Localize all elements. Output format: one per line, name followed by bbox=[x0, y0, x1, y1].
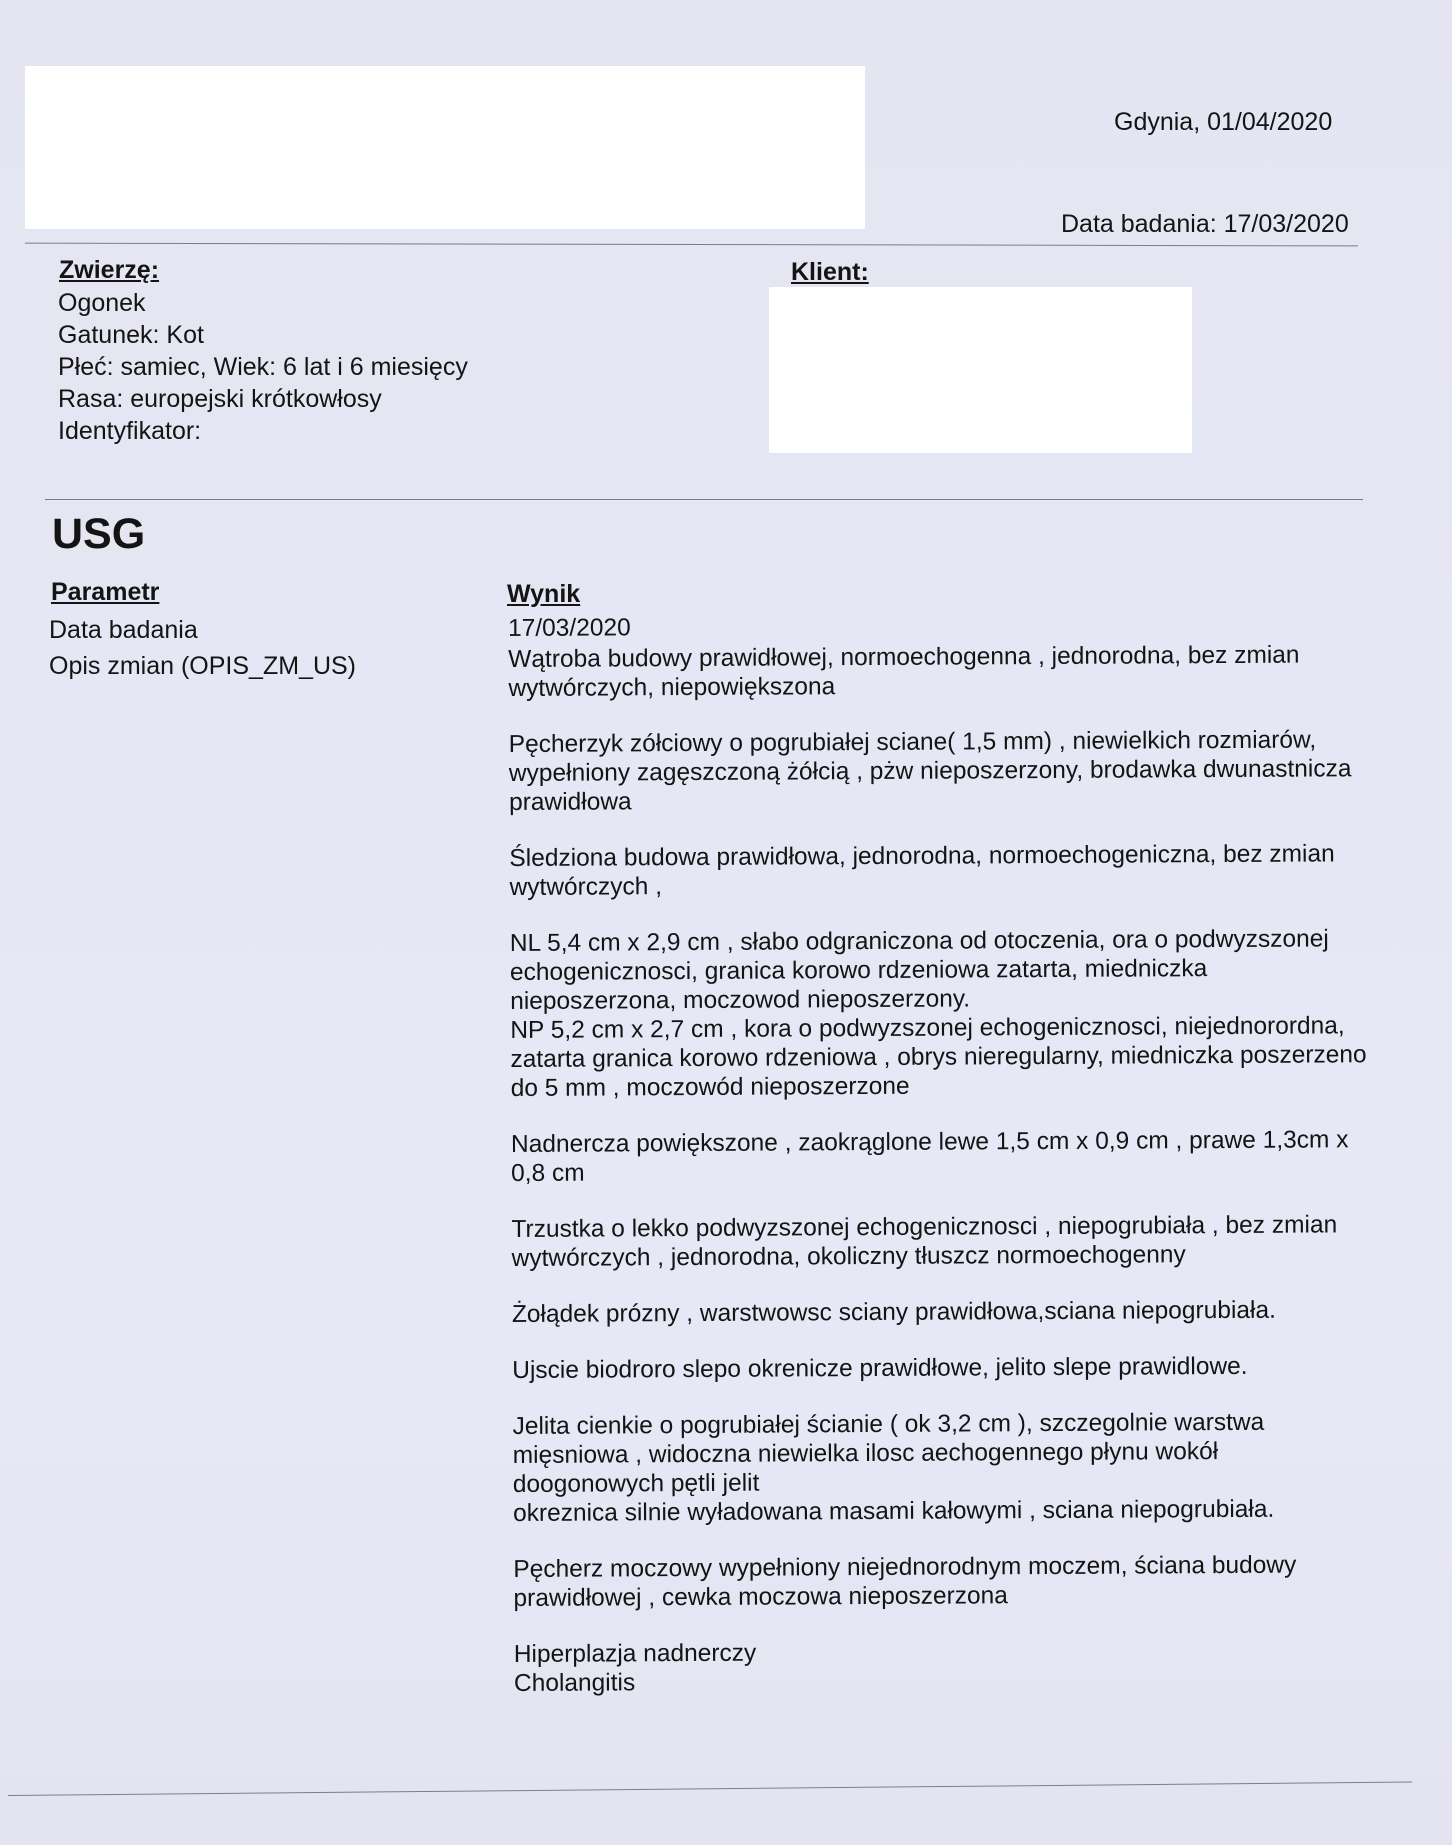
param-row-exam-date: Data badania bbox=[49, 616, 198, 644]
animal-heading: Zwierzę: bbox=[59, 256, 160, 284]
bottom-divider bbox=[8, 1782, 1412, 1796]
finding-intestines: Jelita cienkie o pogrubiałej ścianie ( ok 3,2 cm ), szczegolnie warstwa mięsniowa , widoczna niewielka ilosc aechogennego płynu wokół doogonowych pętli jelit okreznica silnie wyładowana masami kałowymi , sciana niepogrubiała. bbox=[512, 1408, 1275, 1527]
animal-breed: Rasa: europejski krótkowłosy bbox=[58, 385, 382, 413]
animal-sex-age: Płeć: samiec, Wiek: 6 lat i 6 miesięcy bbox=[58, 353, 468, 381]
result-exam-date: 17/03/2020 bbox=[508, 614, 631, 642]
param-column bbox=[49, 612, 356, 684]
finding-stomach: Żołądek prózny , warstwowsc sciany prawidłowa,sciana niepogrubiała. bbox=[511, 1296, 1276, 1328]
animal-details bbox=[58, 287, 468, 447]
animal-species: Gatunek: Kot bbox=[58, 321, 204, 349]
finding-adrenals: Nadnercza powiększone , zaokrąglone lewe 1,5 cm x 0,9 cm , prawe 1,3cm x 0,8 cm bbox=[510, 1126, 1349, 1187]
finding-bladder: Pęcherz moczowy wypełniony niejednorodnym moczem, ściana budowy prawidłowej , cewka moczowa nieposzerzona bbox=[513, 1551, 1297, 1612]
finding-pancreas: Trzustka o lekko podwyzszonej echogenicznosci , niepogrubiała , bez zmian wytwórczych , jednorodna, okoliczny tłuszcz normoechogenny bbox=[511, 1211, 1338, 1272]
result-column bbox=[508, 609, 1434, 1698]
finding-liver: Wątroba budowy prawidłowej, normoechogenna , jednorodna, bez zmian wytwórczych, niepowiększona bbox=[508, 641, 1300, 702]
redacted-client-details bbox=[769, 287, 1192, 453]
animal-name: Ogonek bbox=[58, 289, 146, 317]
animal-identifier: Identyfikator: bbox=[58, 417, 202, 445]
place-and-date: Gdynia, 01/04/2020 bbox=[1114, 108, 1333, 136]
finding-gallbladder: Pęcherzyk zółciowy o pogrubiałej sciane( 1,5 mm) , niewielkich rozmiarów, wypełniony zagęszczoną żółcią , pżw nieposzerzony, brodawka dwunastnicza prawidłowa bbox=[508, 726, 1352, 816]
diagnosis-summary: Hiperplazja nadnerczy Cholangitis bbox=[513, 1639, 757, 1697]
exam-date-line: Data badania: 17/03/2020 bbox=[1061, 210, 1349, 238]
result-column-header: Wynik bbox=[507, 580, 581, 608]
finding-ileocecal: Ujscie biodroro slepo okrenicze prawidłowe, jelito slepe prawidlowe. bbox=[512, 1352, 1248, 1384]
finding-spleen: Śledziona budowa prawidłowa, jednorodna, normoechogeniczna, bez zmian wytwórczych , bbox=[509, 840, 1335, 901]
middle-divider bbox=[45, 499, 1363, 500]
report-title: USG bbox=[52, 510, 146, 558]
top-divider bbox=[25, 243, 1358, 247]
redacted-clinic-header bbox=[25, 66, 865, 229]
param-column-header: Parametr bbox=[51, 578, 160, 606]
client-heading: Klient: bbox=[791, 258, 869, 286]
finding-kidneys: NL 5,4 cm x 2,9 cm , słabo odgraniczona od otoczenia, ora o podwyzszonej echogenicznosci, granica korowo rdzeniowa zatarta, miedniczka nieposzerzona, moczowod nieposzerzony. NP 5,2 cm x 2,7 cm , kora o podwyzszonej echogenicznosci, niejednorordna, zatarta granica korowo rdzeniowa , obrys nieregularny, miedniczka poszerzeno do 5 mm , moczowód nieposzerzone bbox=[509, 925, 1367, 1102]
param-row-description: Opis zmian (OPIS_ZM_US) bbox=[49, 652, 357, 680]
